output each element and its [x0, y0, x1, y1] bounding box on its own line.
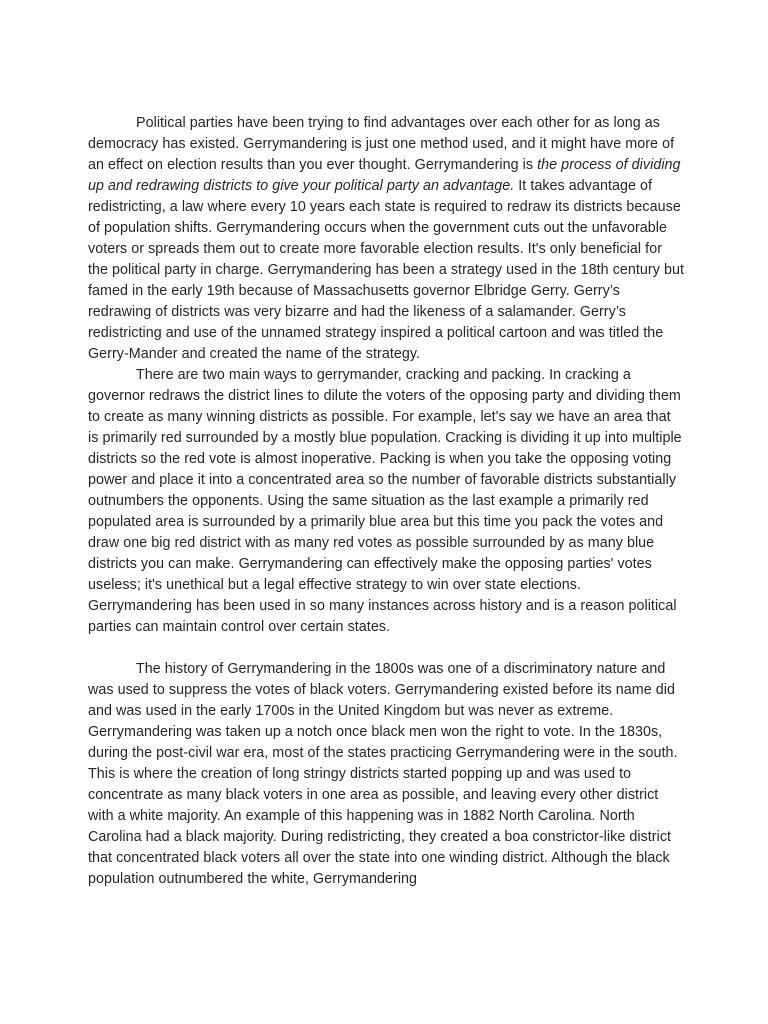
- paragraph-1-definition: the process of dividing up and redrawing districts to give your political party an advantage.: [88, 157, 681, 194]
- paragraph-1-text-continued: It takes advantage of redistricting, a law where every 10 years each state is required to redraw its districts because of population shifts. Gerrymandering occurs when the government cuts out the unfavorable voters or spreads them out to create more favorable election results. It's only beneficial for the political party in charge. Gerrymandering has been a strategy used in the 18th century but famed in the early 19th because of Massachusetts governor Elbridge Gerry. Gerry’s redrawing of districts was very bizarre and had the likeness of a salamander. Gerry’s redistricting and use of the unnamed strategy inspired a political cartoon and was titled the Gerry-Mander and created the name of the strategy.: [88, 178, 684, 362]
- body-text: [88, 113, 685, 890]
- paragraph-2-text: There are two main ways to gerrymander, cracking and packing. In cracking a governor redraws the district lines to dilute the voters of the opposing party and dividing them to create as many winning districts as possible. For example, let's say we have an area that is primarily red surrounded by a mostly blue population. Cracking is dividing it up into multiple districts so the red vote is almost inoperative. Packing is when you take the opposing voting power and place it into a concentrated area so the number of favorable districts substantially outnumbers the opponents. Using the same situation as the last example a primarily red populated area is surrounded by a primarily blue area but this time you pack the votes and draw one big red district with as many red votes as possible surrounded by as many blue districts you can make. Gerrymandering can effectively make the opposing parties' votes useless; it's unethical but a legal effective strategy to win over state elections. Gerrymandering has been used in so many instances across history and is a reason political parties can maintain control over certain states.: [88, 367, 682, 635]
- paragraph-3-text: The history of Gerrymandering in the 1800s was one of a discriminatory nature and was used to suppress the votes of black voters. Gerrymandering existed before its name did and was used in the early 1700s in the United Kingdom but was never as extreme. Gerrymandering was taken up a notch once black men won the right to vote. In the 1830s, during the post-civil war era, most of the states practicing Gerrymandering were in the south. This is where the creation of long stringy districts started popping up and was used to concentrate as many black voters in one area as possible, and leaving every other district with a white majority. An example of this happening was in 1882 North Carolina. North Carolina had a black majority. During redistricting, they created a boa constrictor-like district that concentrated black voters all over the state into one winding district. Although the black population outnumbered the white, Gerrymandering: [88, 661, 678, 887]
- paragraph-2: [88, 365, 685, 638]
- paragraph-3: [88, 659, 685, 890]
- paragraph-1-text: Political parties have been trying to find advantages over each other for as long as democracy has existed. Gerrymandering is just one method used, and it might have more of an effect on election results than you ever thought. Gerrymandering is: [88, 115, 675, 173]
- paragraph-1: [88, 113, 685, 365]
